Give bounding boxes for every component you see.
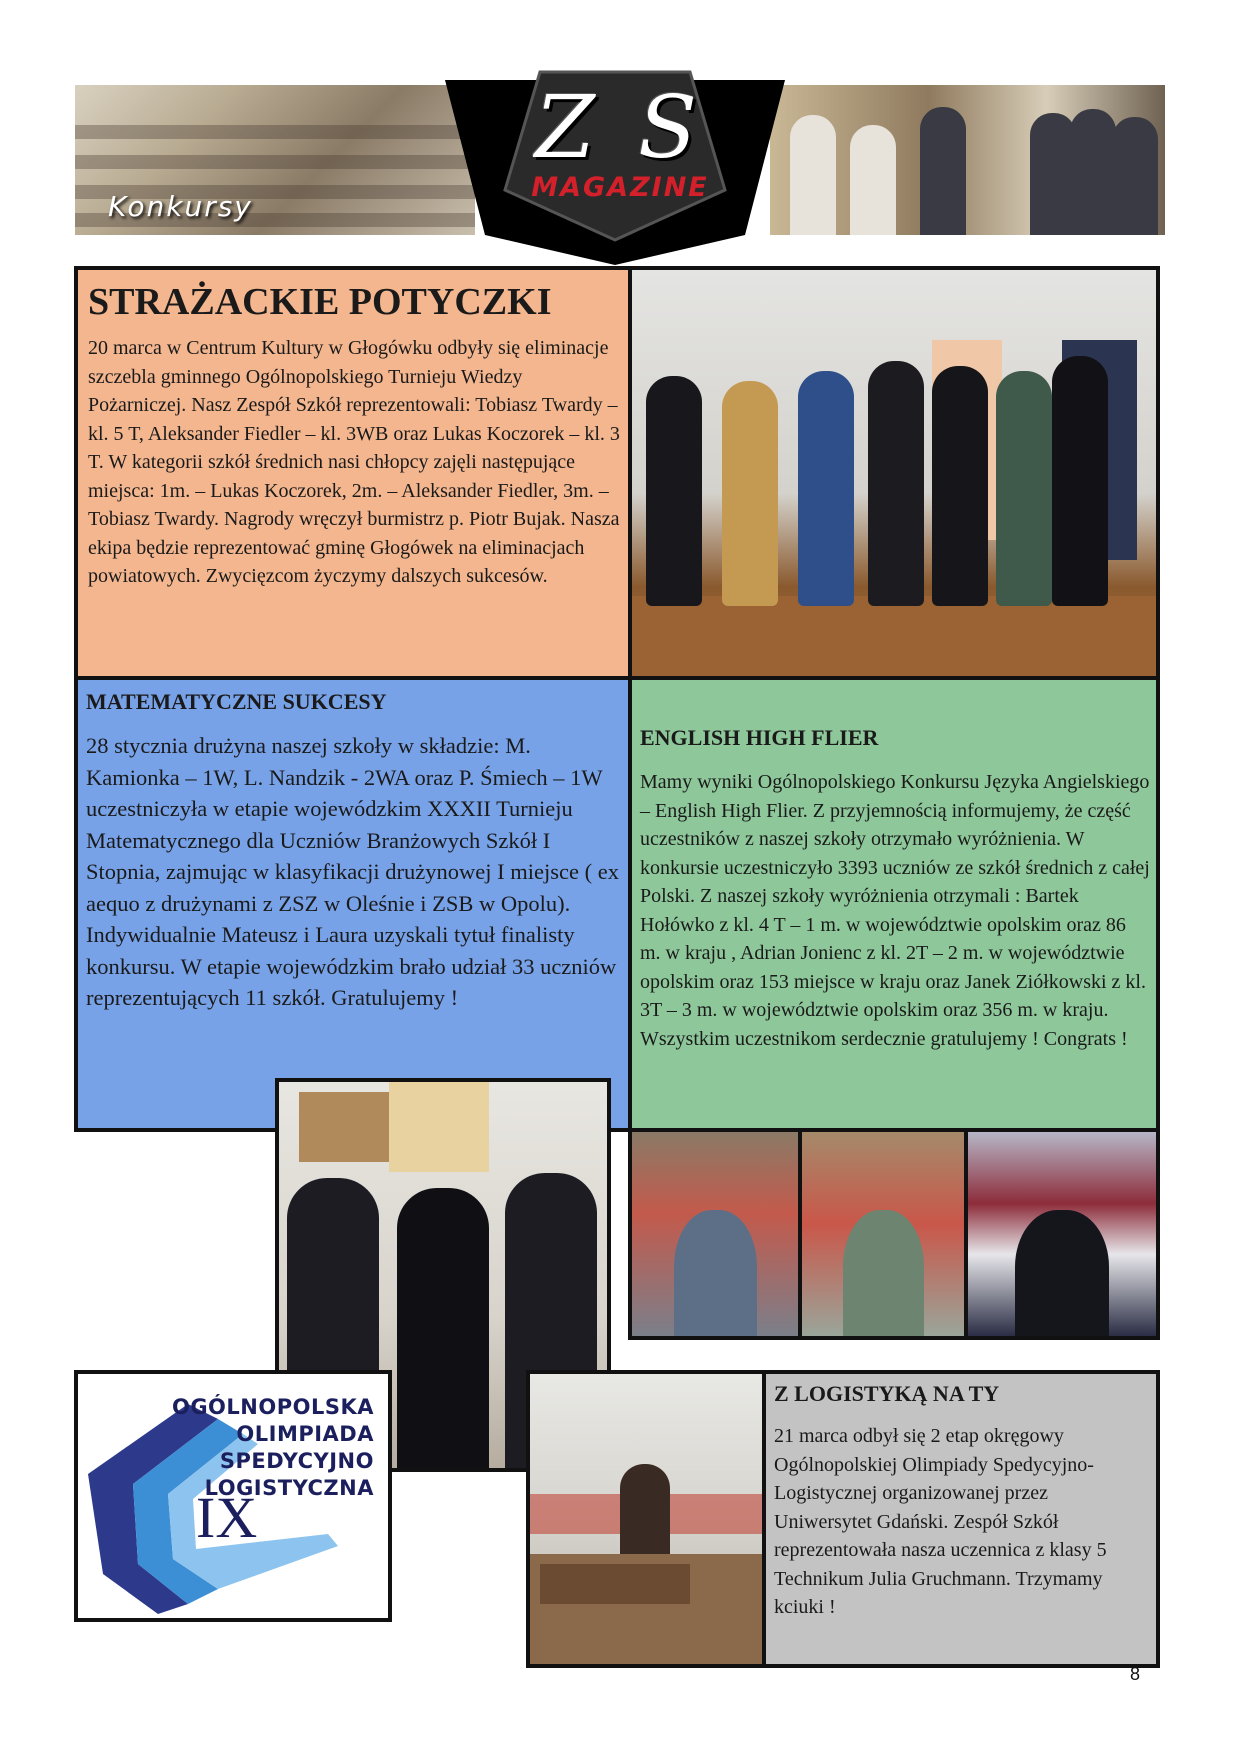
article-strazackie xyxy=(74,266,632,680)
olympiad-line2: OLIMPIADA xyxy=(236,1422,374,1446)
olympiad-logo xyxy=(74,1370,392,1622)
photo-english-winner-1 xyxy=(628,1128,802,1340)
article-english xyxy=(628,676,1160,1134)
article-body: 21 marca odbył się 2 etap okręgowy Ogólnopolskiej Olimpiady Spedycyjno-Logistycznej organizowanej przez Uniwersytet Gdański. Zespół Szkół reprezentowała nasza uczennica z klasy 5 Technikum Julia Gruchmann. Trzymamy kciuki ! xyxy=(774,1425,1107,1618)
page-number: 8 xyxy=(1130,1664,1141,1684)
logo-subtitle: MAGAZINE xyxy=(531,172,709,203)
article-logistyka xyxy=(762,1370,1160,1668)
photo-english-winner-3 xyxy=(964,1128,1160,1340)
article-title: Z LOGISTYKĄ NA TY xyxy=(774,1381,1000,1406)
article-title: ENGLISH HIGH FLIER xyxy=(640,725,879,750)
article-body: 28 stycznia drużyna naszej szkoły w składzie: M. Kamionka – 1W, L. Nandzik - 2WA oraz P. Śmiech – 1W uczestniczyła w etapie wojewódzkim XXXII Turnieju Matematycznego dla Uczniów Branżowych Szkół I Stopnia, zajmując w klasyfikacji drużynowej I miejsce ( ex aequo z drużynami z ZSZ w Oleśnie i ZSB w Opolu). Indywidualnie Mateusz i Laura uzyskali tytuł finalisty konkursu. W etapie wojewódzkim brało udział 33 uczniów reprezentujących 11 szkół. Gratulujemy ! xyxy=(86,733,619,1010)
photo-english-winner-2 xyxy=(798,1128,968,1340)
photo-firefighters-award xyxy=(628,266,1160,680)
olympiad-line4: LOGISTYCZNA xyxy=(204,1476,374,1500)
olympiad-line3: SPEDYCYJNO xyxy=(219,1449,374,1473)
photo-olympiad-exam-room xyxy=(526,1370,766,1668)
article-title: STRAŻACKIE POTYCZKI xyxy=(88,281,552,323)
header-photo-winners xyxy=(770,85,1165,235)
section-label: Konkursy xyxy=(108,190,253,223)
logo-letters: Z S xyxy=(534,78,705,178)
olympiad-numeral: IX xyxy=(196,1485,258,1550)
article-matematyczne xyxy=(74,676,632,1132)
article-title: MATEMATYCZNE SUKCESY xyxy=(86,689,387,714)
article-body: Mamy wyniki Ogólnopolskiego Konkursu Języka Angielskiego – English High Flier. Z przyjemnością informujemy, że część uczestników z naszej szkoły otrzymało wyróżnienia. W konkursie uczestniczyło 3393 uczniów ze szkół średnich z całej Polski. Z naszej szkoły wyróżnienia otrzymali : Bartek Hołówko z kl. 4 T – 1 m. w województwie opolskim oraz 86 m. w kraju , Adrian Jonienc z kl. 2T – 2 m. w województwie opolskim oraz 153 miejsce w kraju oraz Janek Ziółkowski z kl. 3T – 3 m. w województwie opolskim oraz 356 m. w kraju. Wszystkim uczestnikom serdecznie gratulujemy ! Congrats ! xyxy=(640,771,1150,1050)
olympiad-line1: OGÓLNOPOLSKA xyxy=(171,1395,374,1419)
article-body: 20 marca w Centrum Kultury w Głogówku odbyły się eliminacje szczebla gminnego Ogólnopolskiego Turnieju Wiedzy Pożarniczej. Nasz Zespół Szkół reprezentowali: Tobiasz Twardy – kl. 5 T, Aleksander Fiedler – kl. 3WB oraz Lukas Koczorek – kl. 3 T. W kategorii szkół średnich nasi chłopcy zajęli następujące miejsca: 1m. – Lukas Koczorek, 2m. – Aleksander Fiedler, 3m. – Tobiasz Twardy. Nagrody wręczył burmistrz p. Piotr Bujak. Nasza ekipa będzie reprezentować gminę Głogówek na eliminacjach powiatowych. Zwycięzcom życzymy dalszych sukcesów. xyxy=(88,337,620,587)
